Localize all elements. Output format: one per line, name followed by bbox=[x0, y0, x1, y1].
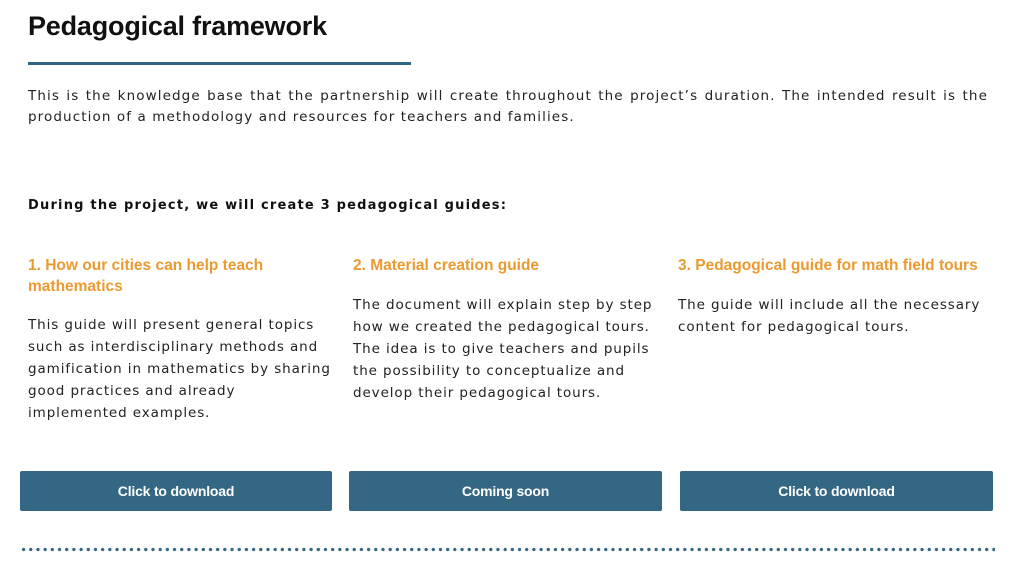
guides-lead-text: During the project, we will create 3 pedagogical guides: bbox=[28, 198, 508, 213]
guide-description: This guide will present general topics such as interdisciplinary methods and gamification in mathematics by sharing good practices and already implemented examples. bbox=[28, 317, 331, 421]
guide-title: 1. How our cities can help teach mathematics bbox=[28, 257, 264, 295]
guide-column-1 bbox=[28, 255, 333, 424]
download-guide-3-button[interactable]: Click to download bbox=[680, 471, 993, 511]
page-title: Pedagogical framework bbox=[28, 11, 327, 41]
dotted-divider bbox=[20, 547, 995, 552]
guide-column-3 bbox=[678, 255, 998, 338]
guide-title: 2. Material creation guide bbox=[353, 257, 540, 274]
guide-column-2 bbox=[353, 255, 658, 404]
guide-title: 3. Pedagogical guide for math field tours bbox=[678, 257, 978, 274]
guide-description: The guide will include all the necessary content for pedagogical tours. bbox=[678, 297, 981, 335]
coming-soon-button[interactable]: Coming soon bbox=[349, 471, 662, 511]
guide-description: The document will explain step by step how we created the pedagogical tours. The idea is to give teachers and pupils the possibility to conceptualize and develop their pedagogical tours. bbox=[353, 297, 653, 401]
download-guide-1-button[interactable]: Click to download bbox=[20, 471, 332, 511]
title-underline bbox=[28, 62, 411, 65]
intro-paragraph: This is the knowledge base that the partnership will create throughout the project’s duration. The intended result is the production of a methodology and resources for teachers and families. bbox=[28, 88, 988, 125]
